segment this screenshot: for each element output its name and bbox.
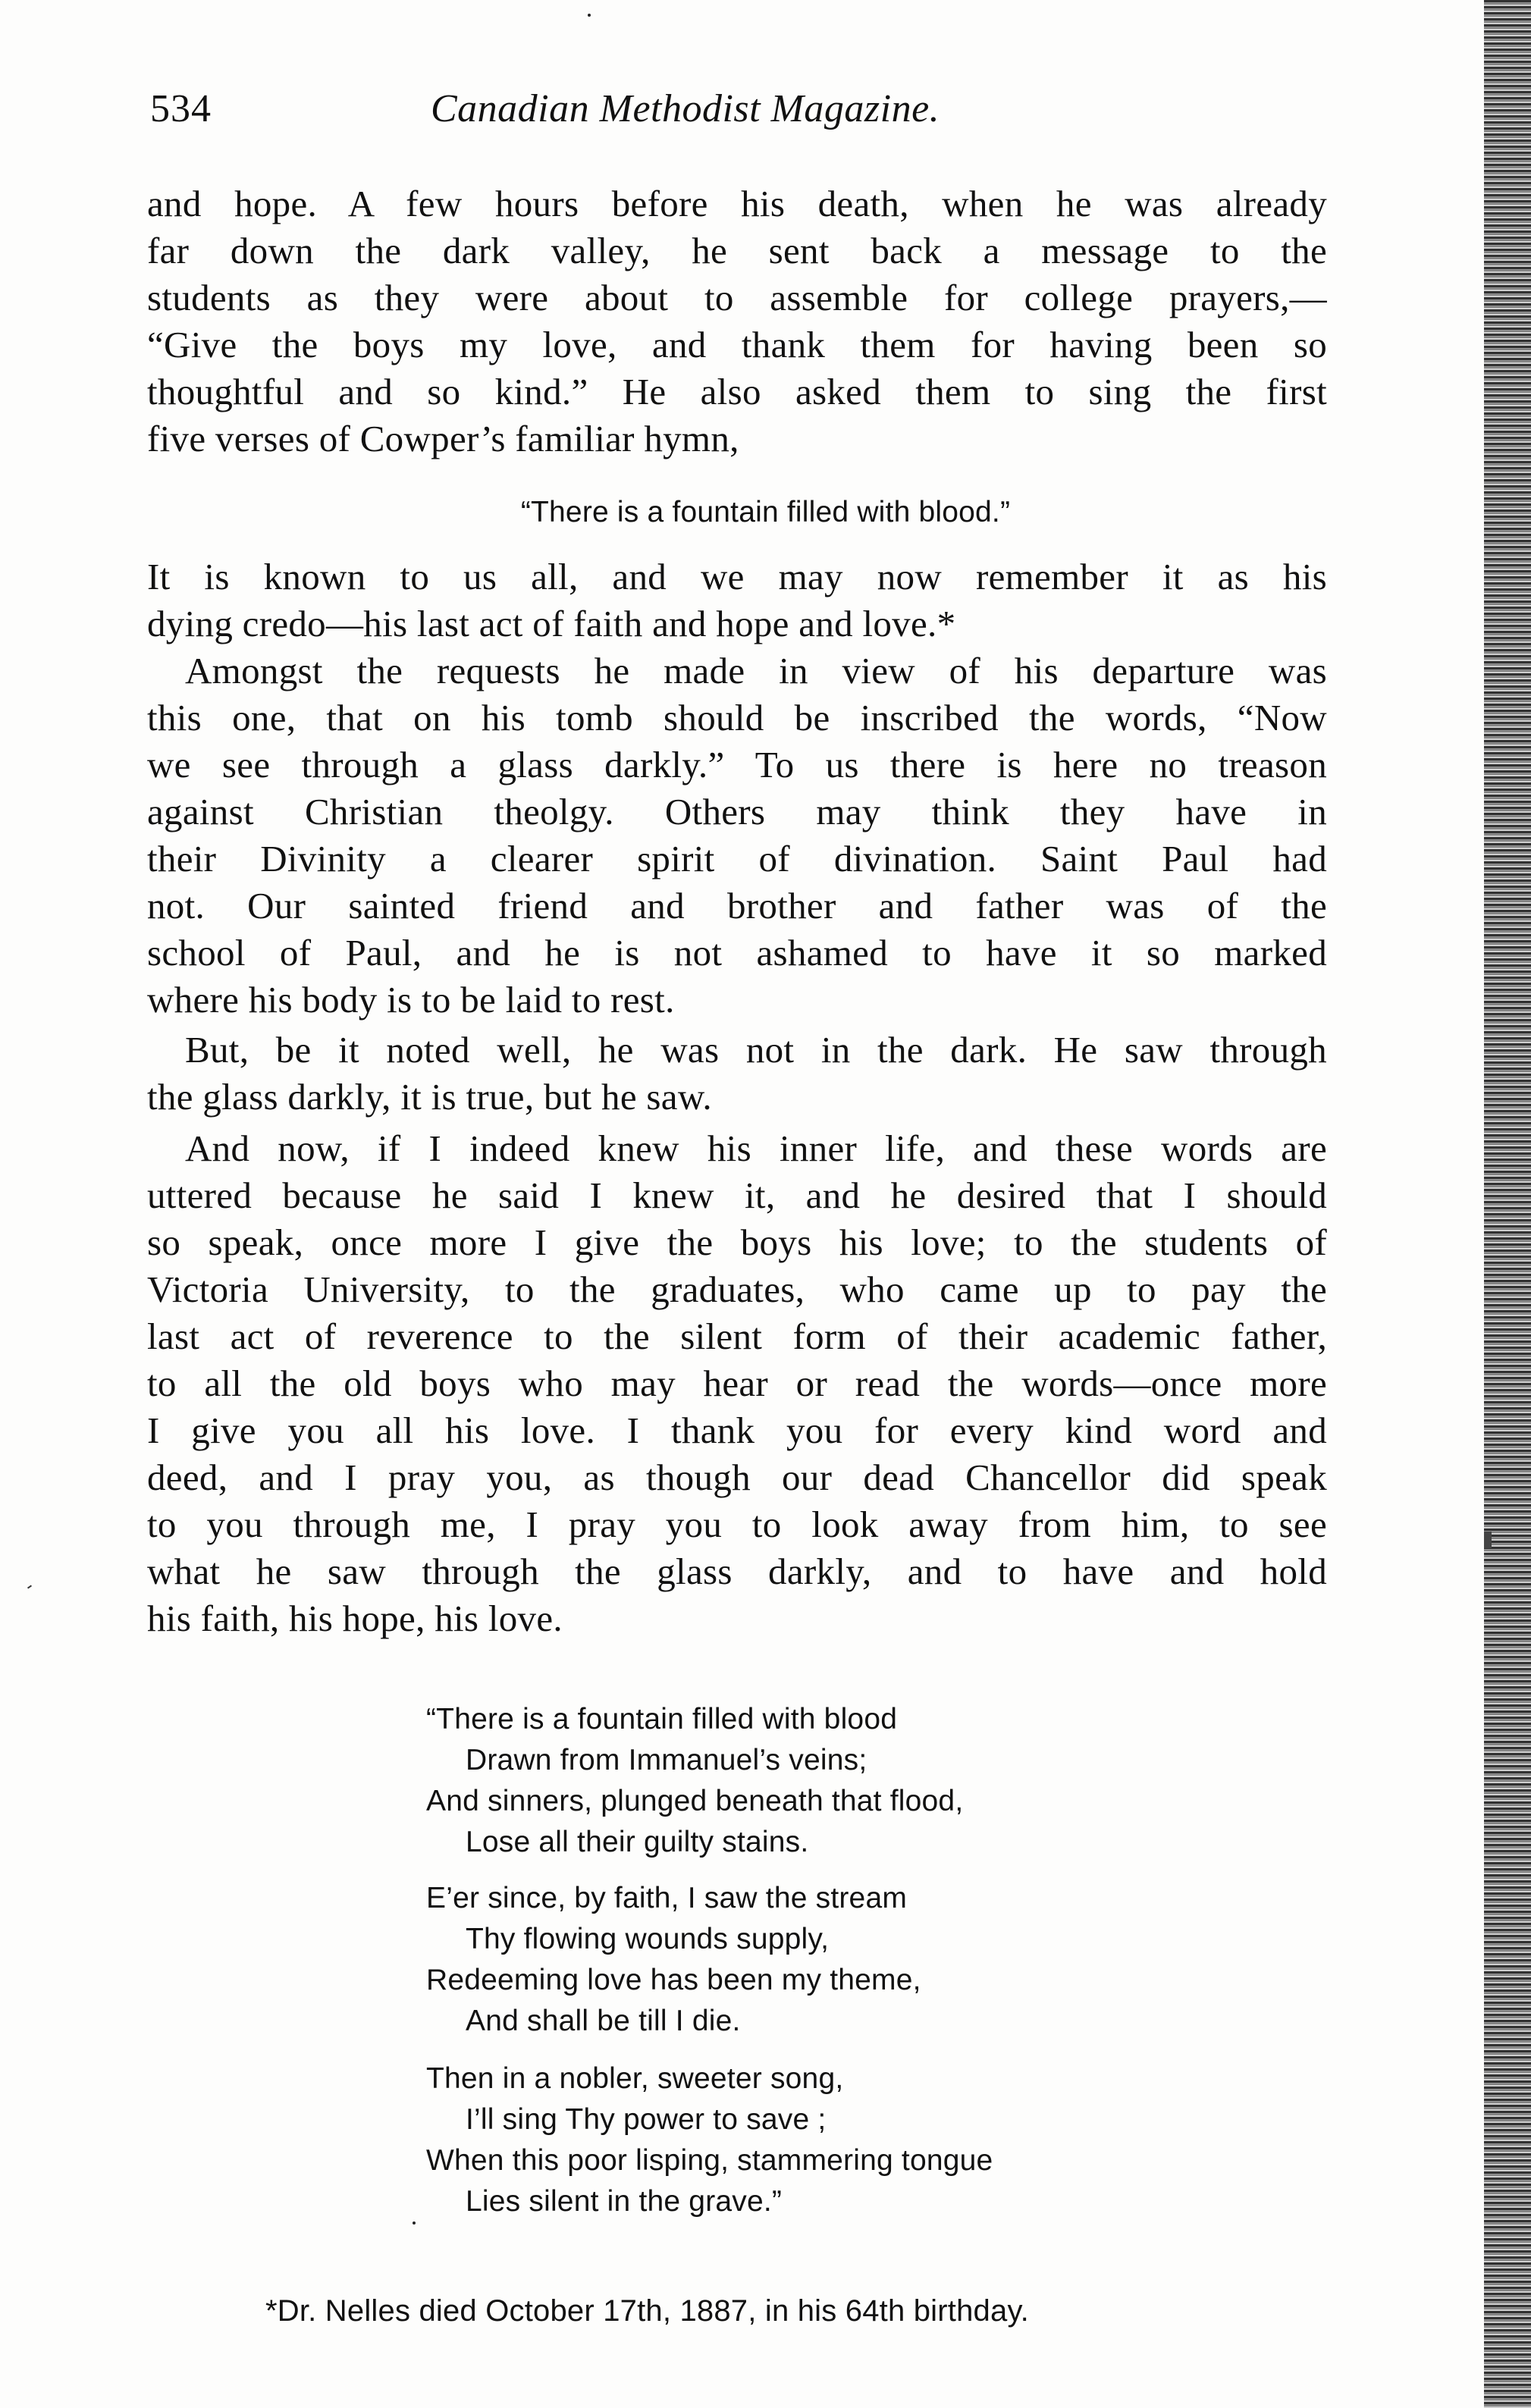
poem-line-2: Drawn from Immanuel’s veins; (466, 1744, 867, 1776)
body-after-quote-8: not. Our sainted friend and brother and father was of the (147, 885, 1327, 927)
edge-mark (1484, 1532, 1492, 1548)
top-print-mark (588, 14, 591, 17)
poem-line-12: Lies silent in the grave.” (466, 2185, 783, 2218)
body-after-quote-2: dying credo—his last act of faith and hope and love.* (147, 603, 956, 644)
body-after-quote-23: his faith, his hope, his love. (147, 1597, 563, 1639)
body-after-quote-14: uttered because he said I knew it, and he desired that I should (147, 1174, 1327, 1216)
body-after-quote-18: to all the old boys who may hear or read the words—once more (147, 1362, 1327, 1404)
body-after-quote-7: their Divinity a clearer spirit of divination. Saint Paul had (147, 838, 1327, 879)
page-edge-texture (1484, 0, 1531, 2408)
body-after-quote-3: Amongst the requests he made in view of his departure was (185, 650, 1327, 691)
body-after-quote-9: school of Paul, and he is not ashamed to have it so marked (147, 932, 1327, 974)
footnote: *Dr. Nelles died October 17th, 1887, in his 64th birthday. (265, 2294, 1029, 2328)
body-after-quote-21: to you through me, I pray you to look away from him, to see (147, 1503, 1327, 1545)
body-after-quote-12: the glass darkly, it is true, but he saw. (147, 1076, 712, 1118)
body-line-5: thoughtful and so kind.” He also asked them to sing the first (147, 371, 1327, 412)
body-after-quote-1: It is known to us all, and we may now remember it as his (147, 556, 1327, 597)
poem-line-1: “There is a fountain filled with blood (426, 1703, 898, 1735)
body-after-quote-13: And now, if I indeed knew his inner life, and these words are (185, 1127, 1327, 1169)
body-line-2: far down the dark valley, he sent back a message to the (147, 230, 1327, 271)
body-after-quote-17: last act of reverence to the silent form of their academic father, (147, 1315, 1327, 1357)
body-after-quote-4: this one, that on his tomb should be inscribed the words, “Now (147, 697, 1327, 738)
poem-line-3: And sinners, plunged beneath that flood, (426, 1785, 964, 1817)
single-quoted-line: “There is a fountain filled with blood.” (520, 496, 1011, 528)
margin-mark (27, 1585, 32, 1588)
page-header (150, 89, 1333, 150)
poem-line-11: When this poor lisping, stammering tongue (426, 2144, 993, 2177)
body-line-1: and hope. A few hours before his death, when he was already (147, 183, 1327, 224)
body-line-4: “Give the boys my love, and thank them for having been so (147, 324, 1327, 365)
body-after-quote-10: where his body is to be laid to rest. (147, 979, 675, 1021)
poem-line-9: Then in a nobler, sweeter song, (426, 2062, 844, 2095)
poem-line-10: I’ll sing Thy power to save ; (466, 2103, 827, 2136)
poem-line-4: Lose all their guilty stains. (466, 1826, 809, 1858)
body-after-quote-16: Victoria University, to the graduates, who came up to pay the (147, 1268, 1327, 1310)
body-after-quote-20: deed, and I pray you, as though our dead Chancellor did speak (147, 1456, 1327, 1498)
body-after-quote-22: what he saw through the glass darkly, and to have and hold (147, 1550, 1327, 1592)
poem-line-8: And shall be till I die. (466, 2005, 741, 2037)
poem-line-7: Redeeming love has been my theme, (426, 1964, 921, 1996)
page-number: 534 (150, 87, 212, 130)
body-after-quote-11: But, be it noted well, he was not in the dark. He saw through (185, 1029, 1327, 1071)
body-after-quote-5: we see through a glass darkly.” To us there is here no treason (147, 744, 1327, 785)
body-after-quote-19: I give you all his love. I thank you for every kind word and (147, 1409, 1327, 1451)
body-line-3: students as they were about to assemble for college prayers,— (147, 277, 1327, 318)
poem-line-5: E’er since, by faith, I saw the stream (426, 1882, 908, 1914)
body-after-quote-6: against Christian theolgy. Others may think they have in (147, 791, 1327, 832)
poem-line-6: Thy flowing wounds supply, (466, 1923, 830, 1955)
body-after-quote-15: so speak, once more I give the boys his love; to the students of (147, 1221, 1327, 1263)
body-line-6: five verses of Cowper’s familiar hymn, (147, 418, 739, 459)
running-title: Canadian Methodist Magazine. (431, 87, 940, 130)
small-print-mark (413, 2221, 416, 2225)
